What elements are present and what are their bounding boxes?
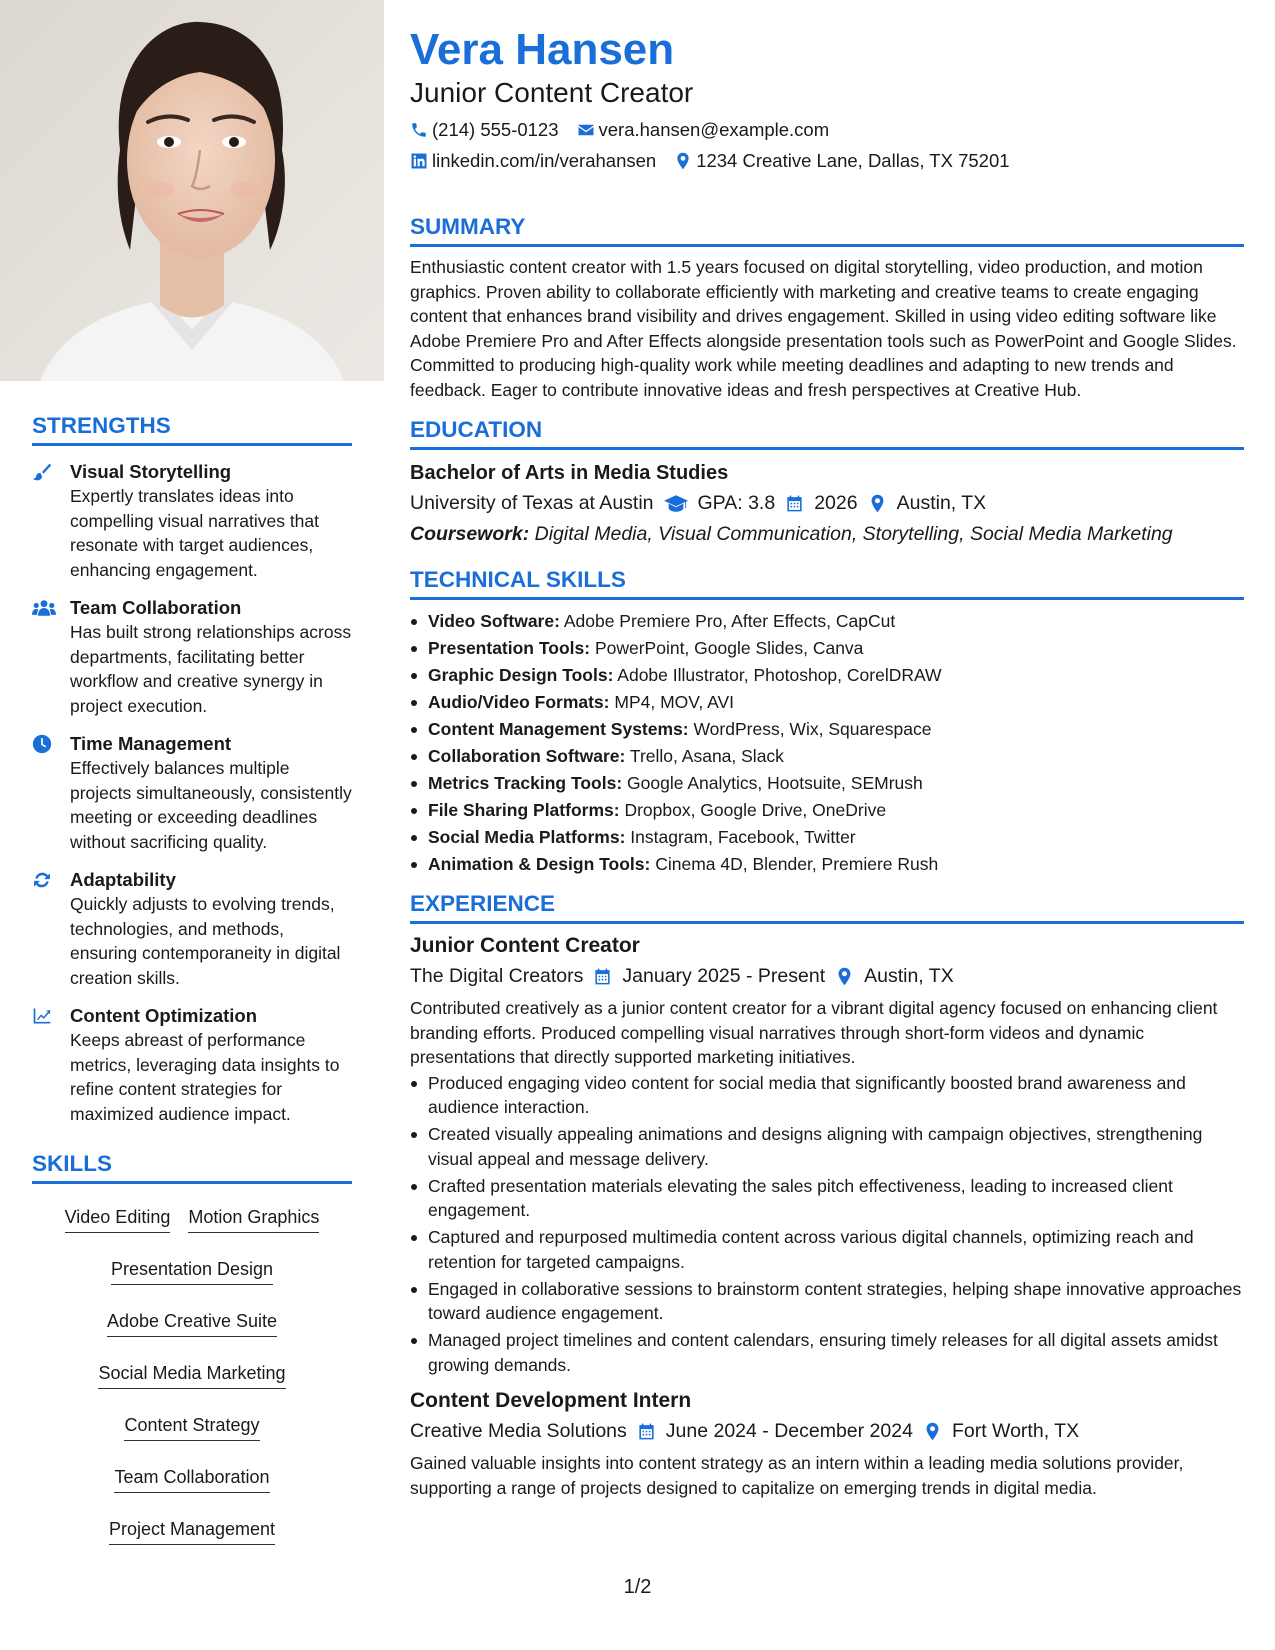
list-item: Collaboration Software: Trello, Asana, Slack	[410, 743, 1244, 770]
strength-desc: Expertly translates ideas into compelling visual narratives that resonate with target audiences, enhancing engagement.	[70, 486, 320, 580]
address-text: 1234 Creative Lane, Dallas, TX 75201	[696, 150, 1010, 171]
linkedin-icon	[410, 152, 428, 170]
list-item: Created visually appealing animations and designs aligning with campaign objectives, strengthening visual appeal and message delivery.	[410, 1122, 1244, 1171]
envelope-icon	[577, 121, 595, 139]
job-title: Content Development Intern	[410, 1389, 692, 1412]
job-location: Fort Worth, TX	[951, 1420, 1080, 1442]
paintbrush-icon	[32, 460, 70, 582]
strength-item	[32, 732, 352, 854]
job-dates: June 2024 - December 2024	[665, 1420, 913, 1442]
skill-tag: Social Media Marketing	[98, 1354, 285, 1389]
list-item: Metrics Tracking Tools: Google Analytics, Hootsuite, SEMrush	[410, 770, 1244, 797]
gpa: GPA: 3.8	[697, 492, 776, 514]
contact-row	[410, 118, 1244, 142]
phone-text: (214) 555-0123	[432, 119, 559, 140]
education-meta	[410, 489, 1244, 517]
job-entry	[410, 932, 1244, 1377]
map-pin-icon	[835, 967, 854, 986]
coursework	[410, 520, 1244, 548]
skills-tags	[32, 1192, 352, 1556]
email-text: vera.hansen@example.com	[598, 119, 830, 140]
list-item: Animation & Design Tools: Cinema 4D, Blender, Premiere Rush	[410, 851, 1244, 878]
contact-linkedin[interactable]	[410, 149, 656, 173]
strength-title: Team Collaboration	[70, 597, 242, 618]
strength-item	[32, 868, 352, 990]
skill-tag: Video Editing	[65, 1198, 171, 1233]
graduation-cap-icon	[664, 494, 688, 513]
job-bullets	[410, 1071, 1244, 1378]
list-item: Produced engaging video content for social media that significantly boosted brand awareness and audience interaction.	[410, 1071, 1244, 1120]
experience-heading: EXPERIENCE	[410, 890, 1244, 924]
map-pin-icon	[923, 1422, 942, 1441]
job-entry	[410, 1387, 1244, 1500]
job-title: Junior Content Creator	[410, 934, 640, 957]
technical-skills-heading: TECHNICAL SKILLS	[410, 566, 1244, 600]
degree: Bachelor of Arts in Media Studies	[410, 462, 729, 484]
list-item: Graphic Design Tools: Adobe Illustrator, Photoshop, CorelDRAW	[410, 662, 1244, 689]
job-description: Contributed creatively as a junior content creator for a vibrant digital agency focused on enhancing client branding efforts. Produced compelling visual narratives through short-form videos and dynamic presentations that directly supported marketing initiatives.	[410, 998, 1218, 1067]
strength-desc: Has built strong relationships across departments, facilitating better workflow and creative synergy in project execution.	[70, 622, 352, 716]
list-item: Engaged in collaborative sessions to brainstorm content strategies, helping shape innovative approaches toward audience engagement.	[410, 1277, 1244, 1326]
page-number: 1/2	[623, 1576, 652, 1598]
contact-email[interactable]	[577, 118, 830, 142]
skill-tag: Project Management	[109, 1510, 275, 1545]
phone-icon	[410, 121, 428, 139]
school-location: Austin, TX	[896, 492, 987, 514]
company-name: Creative Media Solutions	[410, 1420, 627, 1442]
strength-desc: Keeps abreast of performance metrics, leveraging data insights to refine content strategies for maximized audience impact.	[70, 1030, 340, 1124]
contact-row-2	[410, 149, 1244, 173]
refresh-icon	[32, 868, 70, 990]
skill-tag: Content Strategy	[124, 1406, 259, 1441]
list-item: Managed project timelines and content calendars, ensuring timely releases for all digital assets amidst growing demands.	[410, 1328, 1244, 1377]
technical-skills-list	[410, 608, 1244, 878]
sidebar	[0, 0, 384, 1650]
profile-photo	[0, 0, 384, 381]
strength-title: Content Optimization	[70, 1005, 258, 1026]
job-meta	[410, 962, 1244, 990]
strength-title: Time Management	[70, 733, 232, 754]
list-item: Content Management Systems: WordPress, Wix, Squarespace	[410, 716, 1244, 743]
job-meta	[410, 1417, 1244, 1445]
list-item: Captured and repurposed multimedia content across various digital channels, optimizing reach and retention for targeted campaigns.	[410, 1225, 1244, 1274]
calendar-icon	[593, 967, 612, 986]
summary-heading: SUMMARY	[410, 213, 1244, 247]
summary-text: Enthusiastic content creator with 1.5 years focused on digital storytelling, video production, and motion graphics. Proven ability to collaborate efficiently with marketing and creative teams to create engaging content that enhances brand visibility and drives engagement. Skilled in using video editing software like Adobe Premiere Pro and After Effects alongside presentation tools such as PowerPoint and Google Slides. Committed to producing high-quality work while meeting deadlines and adapting to new trends and feedback. Eager to contribute innovative ideas and fresh perspectives at Creative Hub.	[410, 257, 1237, 400]
calendar-icon	[785, 494, 804, 513]
skill-tag: Motion Graphics	[188, 1198, 319, 1233]
job-dates: January 2025 - Present	[622, 965, 826, 987]
clock-icon	[32, 732, 70, 854]
map-pin-icon	[674, 152, 692, 170]
skill-tag: Team Collaboration	[114, 1458, 269, 1493]
list-item: Presentation Tools: PowerPoint, Google Slides, Canva	[410, 635, 1244, 662]
education-heading: EDUCATION	[410, 416, 1244, 450]
strength-desc: Effectively balances multiple projects simultaneously, consistently meeting or exceeding deadlines without sacrificing quality.	[70, 758, 352, 852]
strength-item	[32, 1004, 352, 1126]
skills-heading: SKILLS	[32, 1150, 352, 1184]
candidate-name: Vera Hansen	[410, 25, 675, 74]
skill-tag: Presentation Design	[111, 1250, 273, 1285]
main-content	[410, 24, 1244, 1500]
job-description: Gained valuable insights into content strategy as an intern within a leading media solutions provider, supporting a range of projects designed to capitalize on emerging trends in digital media.	[410, 1453, 1184, 1498]
list-item: Social Media Platforms: Instagram, Facebook, Twitter	[410, 824, 1244, 851]
team-icon	[32, 596, 70, 718]
strength-title: Visual Storytelling	[70, 461, 232, 482]
school-name: University of Texas at Austin	[410, 492, 654, 514]
list-item: Audio/Video Formats: MP4, MOV, AVI	[410, 689, 1244, 716]
company-name: The Digital Creators	[410, 965, 584, 987]
linkedin-text: linkedin.com/in/verahansen	[432, 150, 657, 171]
list-item: Video Software: Adobe Premiere Pro, After Effects, CapCut	[410, 608, 1244, 635]
strength-desc: Quickly adjusts to evolving trends, technologies, and methods, ensuring contemporaneity in digital creation skills.	[70, 894, 341, 988]
map-pin-icon	[868, 494, 887, 513]
strengths-heading: STRENGTHS	[32, 412, 352, 446]
contact-address	[674, 149, 1009, 173]
candidate-title: Junior Content Creator	[410, 77, 694, 108]
list-item: Crafted presentation materials elevating the sales pitch effectiveness, leading to increased client engagement.	[410, 1174, 1244, 1223]
strength-item	[32, 596, 352, 718]
skill-tag: Adobe Creative Suite	[107, 1302, 277, 1337]
strength-item	[32, 460, 352, 582]
calendar-icon	[637, 1422, 656, 1441]
chart-line-icon	[32, 1004, 70, 1126]
list-item: File Sharing Platforms: Dropbox, Google Drive, OneDrive	[410, 797, 1244, 824]
strength-title: Adaptability	[70, 869, 176, 890]
graduation-year: 2026	[814, 492, 858, 514]
coursework-list: Digital Media, Visual Communication, Storytelling, Social Media Marketing	[534, 523, 1173, 545]
job-location: Austin, TX	[864, 965, 954, 987]
coursework-label: Coursework:	[410, 523, 530, 545]
contact-phone[interactable]	[410, 118, 559, 142]
